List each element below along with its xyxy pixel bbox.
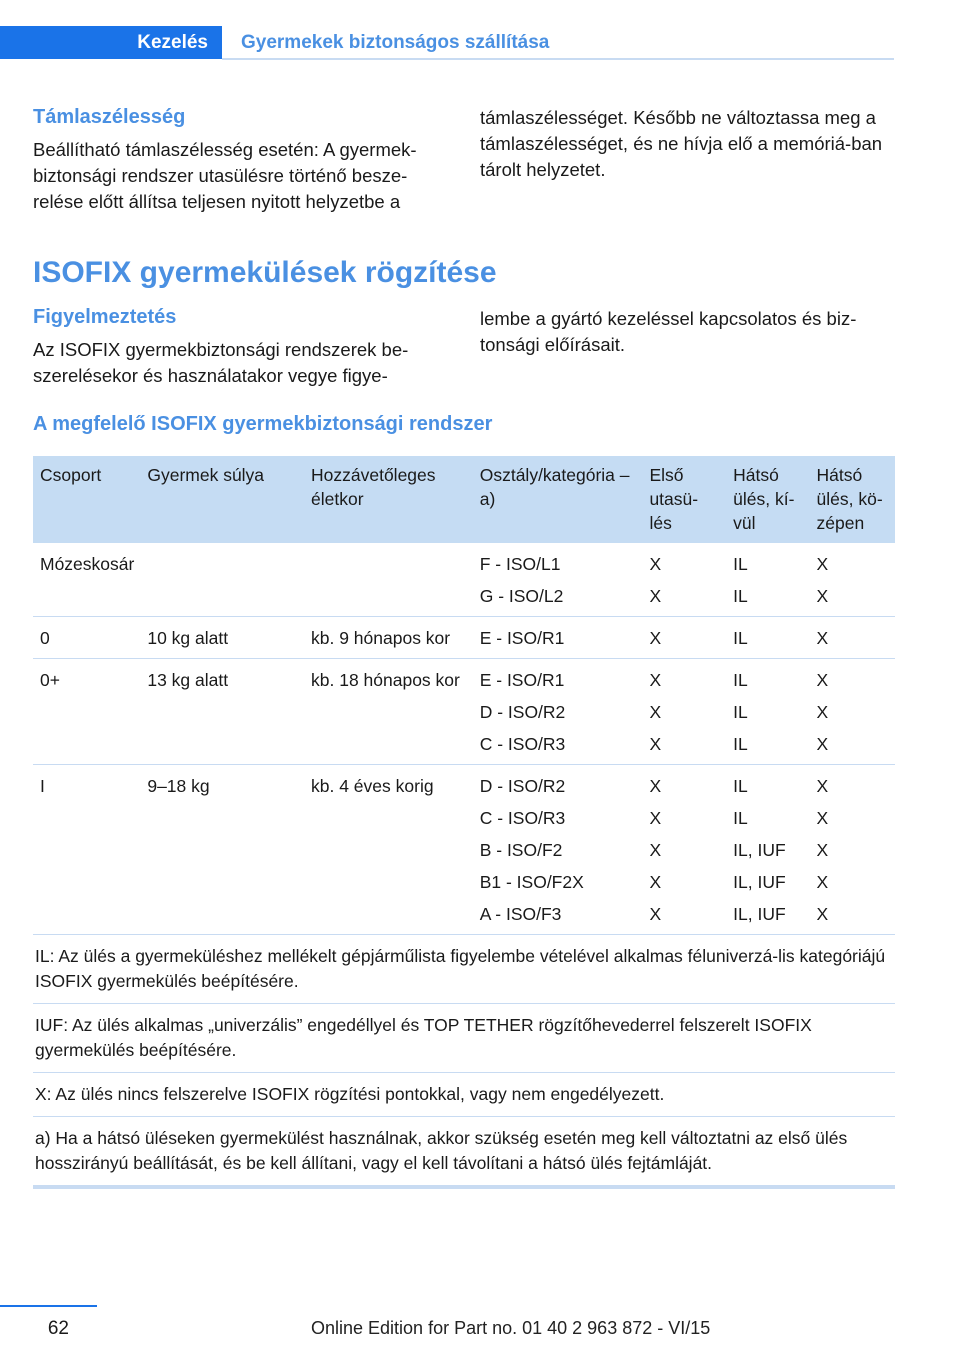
- front-value: X: [649, 702, 662, 722]
- cell-weight: 13 kg alatt: [140, 659, 304, 765]
- header-group: Csoport: [33, 456, 140, 543]
- class-value: B1 - ISO/F2X: [479, 872, 584, 892]
- chapter-tab: Kezelés: [0, 26, 222, 59]
- cell-class: [473, 543, 643, 617]
- class-value: E - ISO/R1: [479, 670, 565, 690]
- cell-rear-center: [810, 659, 895, 765]
- warning-paragraph-left: Az ISOFIX gyermekbiztonsági rendszerek be-szerelésekor és használatakor vegye figye-: [33, 339, 409, 386]
- class-value: A - ISO/F3: [479, 904, 562, 924]
- rear-center-value: X: [816, 808, 829, 828]
- cell-rear-outer: [726, 543, 809, 617]
- backrest-paragraph-left: Beállítható támlaszélesség esetén: A gyermek-biztonsági rendszer utasülésre történő besze-relése előtt állítsa teljesen nyitott helyzetbe a: [33, 139, 417, 212]
- table-heading: A megfelelő ISOFIX gyermekbiztonsági rendszer: [33, 413, 493, 435]
- header-rule: [222, 58, 894, 60]
- rear-outer-value: IL: [733, 734, 748, 754]
- table-note-row: [33, 1073, 895, 1117]
- running-header: [0, 0, 960, 62]
- edition-note: Online Edition for Part no. 01 40 2 963 872 - VI/15: [311, 1318, 711, 1338]
- rear-center-value: X: [816, 904, 829, 924]
- cell-group: 0: [33, 617, 140, 659]
- front-value: X: [649, 628, 662, 648]
- note-il: IL: Az ülés a gyermeküléshez mellékelt gépjárműlista figyelembe vételével alkalmas féluniverzá-lis kategóriájú ISOFIX gyermekülés beépítésére.: [33, 935, 895, 1004]
- cell-age: kb. 18 hónapos kor: [304, 659, 473, 765]
- backrest-right-column: [480, 105, 892, 183]
- cell-rear-center: [810, 617, 895, 659]
- class-value: D - ISO/R2: [479, 776, 566, 796]
- front-value: X: [649, 670, 662, 690]
- warning-heading: Figyelmeztetés: [33, 306, 177, 328]
- rear-center-value: X: [816, 872, 829, 892]
- page-number: 62: [47, 1318, 69, 1339]
- header-weight: Gyermek súlya: [140, 456, 304, 543]
- cell-weight: 9–18 kg: [140, 765, 304, 935]
- front-value: X: [649, 808, 662, 828]
- rear-center-value: X: [816, 586, 829, 606]
- cell-class: [473, 659, 643, 765]
- front-value: X: [649, 586, 662, 606]
- header-front-seat: Első utasü-lés: [642, 456, 726, 543]
- cell-weight: 10 kg alatt: [140, 617, 304, 659]
- front-value: X: [649, 872, 662, 892]
- table-row: [33, 543, 895, 617]
- cell-rear-outer: [726, 659, 809, 765]
- rear-center-value: X: [816, 776, 829, 796]
- cell-age: kb. 9 hónapos kor: [304, 617, 473, 659]
- front-value: X: [649, 904, 662, 924]
- cell-front: [642, 765, 726, 935]
- cell-front: [642, 543, 726, 617]
- isofix-heading: ISOFIX gyermekülések rögzítése: [33, 256, 497, 289]
- table-row: [33, 617, 895, 659]
- rear-outer-value: IL: [733, 702, 748, 722]
- class-value: C - ISO/R3: [479, 808, 566, 828]
- cell-age: [304, 543, 473, 617]
- cell-group: 0+: [33, 659, 140, 765]
- front-value: X: [649, 734, 662, 754]
- cell-front: [642, 617, 726, 659]
- section-title: Gyermekek biztonságos szállítása: [241, 31, 550, 53]
- cell-rear-outer: [726, 617, 809, 659]
- cell-front: [642, 659, 726, 765]
- class-value: C - ISO/R3: [479, 734, 566, 754]
- rear-center-value: X: [816, 670, 829, 690]
- cell-age: kb. 4 éves korig: [304, 765, 473, 935]
- header-age: Hozzávetőleges életkor: [304, 456, 473, 543]
- cell-rear-center: [810, 543, 895, 617]
- header-rear-outer: Hátsó ülés, kí-vül: [726, 456, 809, 543]
- table-note-row: [33, 1004, 895, 1073]
- rear-outer-value: IL: [733, 586, 748, 606]
- class-value: F - ISO/L1: [479, 554, 561, 574]
- front-value: X: [649, 554, 662, 574]
- class-value: B - ISO/F2: [479, 840, 563, 860]
- rear-outer-value: IL: [733, 628, 748, 648]
- class-value: D - ISO/R2: [479, 702, 566, 722]
- table-note-row: [33, 1117, 895, 1188]
- rear-center-value: X: [816, 702, 829, 722]
- rear-center-value: X: [816, 840, 829, 860]
- note-iuf: IUF: Az ülés alkalmas „univerzális” engedéllyel és TOP TETHER rögzítőhevederrel felszerelt ISOFIX gyermekülés beépítésére.: [33, 1004, 895, 1073]
- front-value: X: [649, 776, 662, 796]
- header-rear-center: Hátsó ülés, kö-zépen: [810, 456, 895, 543]
- warning-left-column: [33, 303, 451, 389]
- cell-rear-center: [810, 765, 895, 935]
- class-value: E - ISO/R1: [479, 628, 565, 648]
- rear-center-value: X: [816, 554, 829, 574]
- backrest-heading: Támlaszélesség: [33, 106, 186, 128]
- rear-outer-value: IL, IUF: [733, 840, 786, 860]
- cell-group: I: [33, 765, 140, 935]
- warning-paragraph-right: lembe a gyártó kezeléssel kapcsolatos és biz-tonsági előírásait.: [480, 308, 857, 355]
- header-class: Osztály/kategória – a): [473, 456, 643, 543]
- rear-center-value: X: [816, 734, 829, 754]
- rear-outer-value: IL, IUF: [733, 904, 786, 924]
- rear-outer-value: IL: [733, 776, 748, 796]
- cell-class: [473, 765, 643, 935]
- rear-outer-value: IL: [733, 808, 748, 828]
- rear-center-value: X: [816, 628, 829, 648]
- note-a: a) Ha a hátsó üléseken gyermekülést használnak, akkor szükség esetén meg kell változtatni az első ülés hosszirányú beállítását, és be kell állítani, vagy el kell távolítani a hátsó ülés fejtámláját.: [33, 1117, 895, 1188]
- warning-right-column: [480, 306, 892, 358]
- table-header-row: [33, 456, 895, 543]
- isofix-table: [33, 456, 895, 1189]
- table-row: [33, 765, 895, 935]
- backrest-left-column: [33, 103, 451, 215]
- rear-outer-value: IL, IUF: [733, 872, 786, 892]
- cell-rear-outer: [726, 765, 809, 935]
- cell-weight: [140, 543, 304, 617]
- table-note-row: [33, 935, 895, 1004]
- rear-outer-value: IL: [733, 670, 748, 690]
- rear-outer-value: IL: [733, 554, 748, 574]
- footer-rule: [0, 1305, 97, 1307]
- cell-class: [473, 617, 643, 659]
- cell-group: Mózeskosár: [33, 543, 140, 617]
- class-value: G - ISO/L2: [479, 586, 564, 606]
- backrest-paragraph-right: támlaszélességet. Később ne változtassa meg a támlaszélességet, és ne hívja elő a memóriá-ban tárolt helyzetet.: [480, 107, 883, 180]
- note-x: X: Az ülés nincs felszerelve ISOFIX rögzítési pontokkal, vagy nem engedélyezett.: [33, 1073, 895, 1117]
- front-value: X: [649, 840, 662, 860]
- table-row: [33, 659, 895, 765]
